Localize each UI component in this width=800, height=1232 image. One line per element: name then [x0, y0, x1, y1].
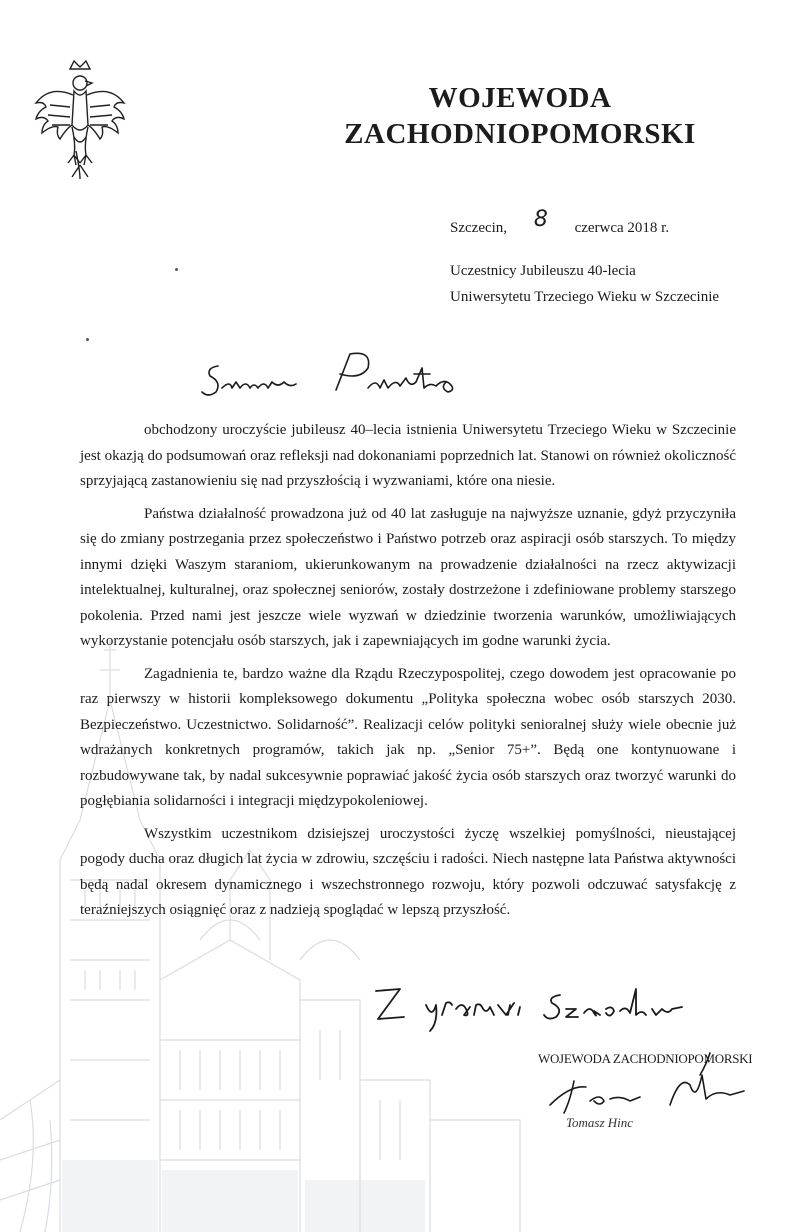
body-paragraph-4: Wszystkim uczestnikom dzisiejszej uroczystości życzę wszelkiej pomyślności, nieustającej pogody ducha oraz długich lat życia w zdrowiu, szczęściu i radości. Niech następne lata Państwa aktywności będą nadal okresem dynamicznego i wszechstronnego rozwoju, który pozwoli odczuwać satysfakcję z teraźniejszych osiągnięć oraz z nadzieją spoglądać w lepszą przyszłość. [80, 825, 736, 918]
body-paragraph-1: obchodzony uroczyście jubileusz 40–lecia istnienia Uniwersytetu Trzeciego Wieku w Szczecinie jest okazją do podsumowań oraz refleksji nad dokonaniami poprzednich lat. Stanowi on również okoliczność sprzyjającą zastanowieniu się nad przyszłością i wyzwaniami, które ona niesie. [80, 422, 736, 489]
signatory-name: Tomasz Hinc [566, 1115, 634, 1130]
body-paragraph-3: Zagadnienia te, bardzo ważne dla Rządu Rzeczypospolitej, czego dowodem jest opracowanie po raz pierwszy w historii kompleksowego dokumentu „Polityka społeczna wobec osób starszych 2030. Bezpieczeństwo. Uczestnictwo. Solidarność”. Realizacji celów polityki senioralnej służy wiele obecnie już wdrażanych konkretnych programów, takich jak np. „Senior 75+”. Będą one kontynuowane i rozbudowywane tak, by nadal sukcesywnie poprawiać jakość życia osób starszych oraz tworzyć warunki do pogłębiania solidarności i integracji międzypokoleniowej. [80, 665, 736, 809]
recipient-address [450, 258, 719, 310]
recipient-line-1: Uczestnicy Jubileuszu 40-lecia [450, 263, 636, 279]
scan-speck [86, 338, 89, 341]
official-stamp: WOJEWODA ZACHODNIOPOMORSKI [538, 1051, 753, 1066]
body-paragraph-2: Państwa działalność prowadzona już od 40 lat zasługuje na najwyższe uznanie, gdyż przyczyniła się do zmiany postrzegania przez społeczeństwo i Państwo potrzeb oraz aspiracji osób starszych. To między innymi dzięki Waszym staraniom, ukierunkowanym na prowadzenie działalności na rzecz aktywizacji intelektualnej, kulturalnej, oraz społecznej seniorów, zostały dostrzeżone i zdefiniowane problemy starszego pokolenia. Przed nami jest jeszcze wiele wyzwań w dziedzinie tworzenia warunków, umożliwiających wykorzystanie potencjału osób starszych, jak i zapewniających im godne warunki życia. [80, 505, 736, 649]
title-line-1: WOJEWODA [428, 82, 612, 114]
closing-handwritten [370, 975, 700, 1035]
date-month-year: czerwca 2018 r. [574, 220, 670, 236]
date-city: Szczecin, [450, 220, 508, 236]
salutation-handwritten [200, 348, 470, 408]
letter-body [80, 418, 736, 931]
dateline [450, 207, 670, 238]
title-line-2: ZACHODNIOPOMORSKI [344, 118, 696, 150]
recipient-line-2: Uniwersytetu Trzeciego Wieku w Szczecinie [450, 289, 720, 305]
signature-handwritten [530, 1045, 760, 1145]
scan-speck [175, 268, 178, 271]
date-day-handwritten: 8 [533, 207, 548, 232]
white-eagle-emblem-icon [30, 55, 130, 185]
signature-block [530, 1045, 760, 1145]
letterhead-title [300, 80, 740, 152]
